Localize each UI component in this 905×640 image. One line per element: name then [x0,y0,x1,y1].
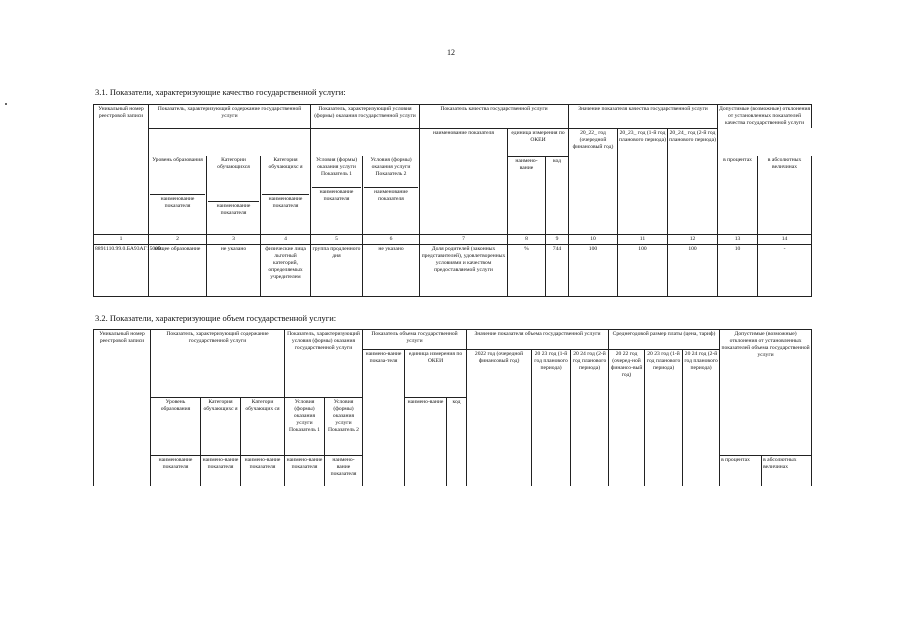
th-year-23: 20 23 год (1-й год планового периода) [532,350,571,486]
cell-condition-2: не указано [363,244,420,296]
th-volume-indicator: Показатель объема государственной услуги [363,330,467,350]
th-unit: единица измерения по ОКЕИ [508,128,569,156]
th-deviation: Допустимые (возможные) отклонения от установленных показателей качества государственной услуги [719,106,811,126]
th-fee-24: 20 24 год (2-й год планового периода) [683,350,720,486]
th-unique-number: Уникальный номер реестровой записи [94,105,149,235]
col-num: 3 [207,234,261,244]
th-quality-indicator: Показатель качества государственной услуги [420,105,569,129]
section-heading-quality: 3.1. Показатели, характеризующие качество государственной услуги: [95,87,346,97]
col-num: 14 [758,234,812,244]
volume-table [93,329,812,486]
th-absolute: в абсолютных величинах [762,456,812,486]
th-percent: в процентах [718,156,758,234]
th-fee: Среднегодовой размер платы (цена, тариф) [609,330,720,350]
th-naim: наименование показателя [151,456,201,486]
th-category-2: Категория обучающихс я наименование показателя [261,156,311,234]
col-num: 9 [546,234,569,244]
col-num: 10 [569,234,618,244]
th-year-2: 20_23_ год (1-й год планового периода) [618,128,668,234]
col-num: 8 [508,234,546,244]
col-num: 13 [718,234,758,244]
section-heading-volume: 3.2. Показатели, характеризующие объем государственной услуги: [95,313,337,323]
cell-percent: 10 [718,244,758,296]
th-category: Категория обучающихс я [201,398,241,456]
th-indicator-name: наименование показателя [420,128,508,234]
th-content-indicator: Показатель, характеризующий содержание государственной услуги [151,330,285,350]
th-indicator-name: наимено-вание показа-теля [363,350,405,486]
col-num: 6 [363,234,420,244]
th-category-2: Категори обучающих ся [241,398,285,456]
th-conditions-indicator: Показатель, характеризующий условия (формы) оказания государственной услуги [285,330,363,398]
th-volume-values: Значение показателя объема государственной услуги [467,330,609,350]
th-unit-name: наимено-вание [508,156,546,234]
col-num: 12 [668,234,718,244]
th-conditions-indicator: Показатель, характеризующий условия (формы) оказания государственной услуги [311,105,420,129]
th-level: Уровень образования наименование показателя [149,156,207,234]
cell-unit: % [508,244,546,296]
th-year-1: 20_22_ год (очередной финансовый год) [569,128,618,234]
th-naim: наимено-вание показателя [241,456,285,486]
col-num: 7 [420,234,508,244]
th-naim: наимено-вание показателя [285,456,325,486]
th-unit-name: наимено-вание [405,398,447,486]
col-num: 5 [311,234,363,244]
cell-value-1: 100 [569,244,618,296]
th-condition-1: Условия (формы) оказания услуги Показатель 1 [285,398,325,456]
quality-table [93,104,812,297]
cell-category: не указано [207,244,261,296]
cell-value-3: 100 [668,244,718,296]
cell-absolute: - [758,244,812,296]
col-num: 11 [618,234,668,244]
cell-value-2: 100 [618,244,668,296]
cell-level: общее образование [149,244,207,296]
th-condition-2: Условия (формы) оказания услуги Показатель 2 наименование показателя [363,156,420,234]
th-category: Категории обучающихся наименование показателя [207,156,261,234]
th-unit-code: код [447,398,467,486]
cell-category-2: физические лица льготный категорий, определяемых учредителем [261,244,311,296]
th-unique-number: Уникальный номер реестровой записи [94,330,151,456]
column-numbers-row [94,234,812,244]
cell-indicator: Доля родителей (законных представителей), удовлетворенных условиями и качеством предоставляемой услуги [420,244,508,296]
col-num: 4 [261,234,311,244]
cell-record-code: 8891110.99.0.БА93АГ15000 [94,244,149,296]
scan-speck [5,103,7,105]
th-absolute: в абсолютных величинах [758,156,812,234]
th-unit-code: код [546,156,569,234]
th-unit: единица измерения по ОКЕИ [405,350,467,398]
cell-okei: 744 [546,244,569,296]
th-quality-values: Значение показателя качества государственной услуги [569,105,718,129]
th-deviation: Допустимые (возможные) отклонения от установленных показателей объема государственной услуги [720,330,812,456]
th-year-3: 20_24_ год (2-й год планового периода) [668,128,718,234]
th-content-indicator: Показатель, характеризующий содержание государственной услуги [149,105,311,129]
th-naim: наимено-вание показателя [325,456,363,486]
th-condition-1: Условия (формы) оказания услуги Показатель 1 наименование показателя [311,156,363,234]
page-number: 12 [447,48,455,57]
cell-condition-1: группа продленного дня [311,244,363,296]
th-fee-23: 20 23 год (1-й год планового периода) [645,350,683,486]
th-year-2022: 2022 год (очередной финансовый год) [467,350,532,486]
th-naim: наимено-вание показателя [201,456,241,486]
th-year-24: 20 24 год (2-й год планового периода) [571,350,609,486]
th-fee-22: 20 22 год (очеред-ной финансо-вый год) [609,350,645,486]
th-condition-2: Условия (формы) оказания услуги Показатель 2 [325,398,363,456]
col-num: 2 [149,234,207,244]
col-num: 1 [94,234,149,244]
table-row [94,244,812,296]
th-level: Уровень образования [151,398,201,456]
th-percent: в процентах [720,456,762,486]
